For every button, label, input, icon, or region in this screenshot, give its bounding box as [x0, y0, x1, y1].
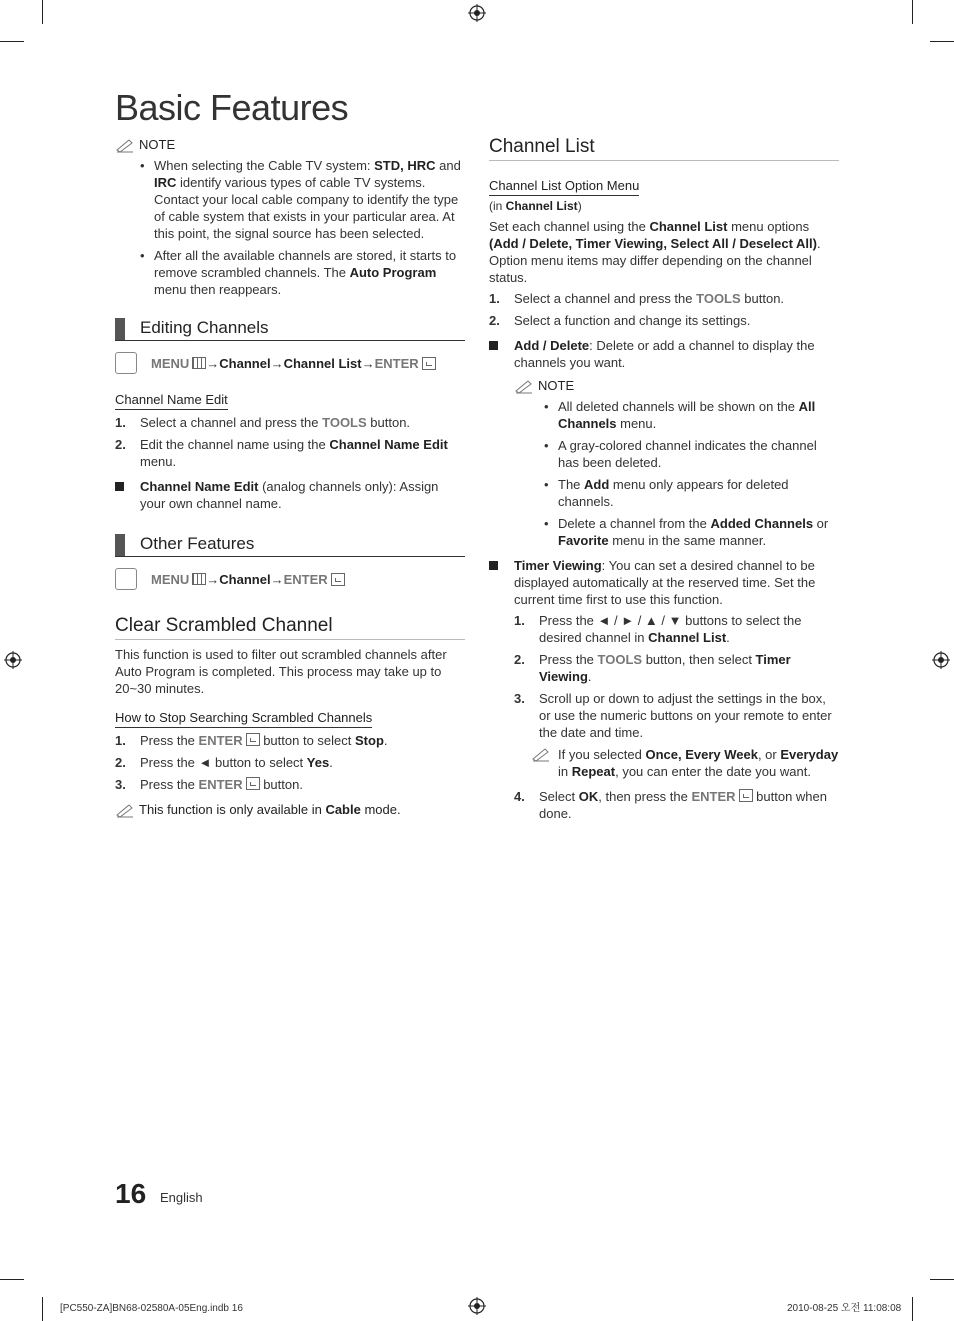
crop-mark	[0, 41, 24, 42]
menu-path: MENU → Channel → Channel List → ENTER	[115, 353, 465, 373]
page-title: Basic Features	[115, 87, 349, 128]
cable-note: This function is only available in Cable mode.	[115, 801, 465, 818]
menu-icon	[192, 357, 206, 369]
list-item: 3. Scroll up or down to adjust the settings in the box, or use the numeric buttons on your remote to enter the date and time.	[514, 691, 832, 740]
enter-icon	[739, 789, 753, 802]
pencil-note-icon	[531, 746, 551, 762]
list-item: 1. Select a channel and press the TOOLS button.	[489, 291, 785, 306]
square-item: Channel Name Edit (analog channels only): Assign your own channel name.	[115, 478, 465, 512]
section-bar	[115, 534, 125, 556]
menu-icon	[192, 573, 206, 585]
list-item: 3. Press the ENTER button.	[115, 777, 303, 792]
registration-mark-icon	[468, 1297, 486, 1315]
enter-icon	[422, 357, 436, 370]
page-number: 16	[115, 1178, 147, 1209]
steps-list	[489, 788, 839, 822]
steps-list	[115, 732, 465, 793]
crop-mark	[0, 1279, 24, 1280]
list-item: • When selecting the Cable TV system: STD, HRC and IRC identify various types of cable TV systems. Contact your local cable company to identify the type of cable system that exists in your particular area. At this point, the signal source has been selected.	[140, 157, 465, 242]
list-item: • The Add menu only appears for deleted channels.	[544, 476, 839, 510]
enter-icon	[246, 777, 260, 790]
remote-hand-icon	[115, 568, 137, 590]
square-item: Timer Viewing: You can set a desired channel to be displayed automatically at the reserved time. Set the current time first to use this function.	[489, 557, 839, 608]
subheading-option-menu: Channel List Option Menu	[489, 177, 639, 196]
section-heading-editing	[115, 316, 465, 341]
registration-mark-icon	[468, 4, 486, 22]
in-channel-list: (in Channel List)	[489, 199, 582, 213]
steps-list	[489, 612, 839, 741]
list-item: 1. Press the ENTER button to select Stop.	[115, 733, 388, 748]
enter-icon	[246, 733, 260, 746]
section-title: Editing Channels	[140, 318, 269, 337]
crop-mark	[42, 1297, 43, 1321]
section-title: Other Features	[140, 534, 255, 553]
list-item: 2. Select a function and change its settings.	[489, 313, 751, 328]
remote-hand-icon	[115, 352, 137, 374]
section-heading-other	[115, 532, 465, 557]
section-bar	[115, 318, 125, 340]
list-item: • Delete a channel from the Added Channels or Favorite menu in the same manner.	[544, 515, 839, 549]
enter-icon	[331, 573, 345, 586]
section-heading-channel-list: Channel List	[489, 136, 839, 161]
slug-file: [PC550-ZA]BN68-02580A-05Eng.indb 16	[60, 1303, 243, 1314]
crop-mark	[930, 41, 954, 42]
note-label: NOTE	[139, 137, 176, 152]
section-heading-clear: Clear Scrambled Channel	[115, 615, 465, 640]
list-item: • After all the available channels are stored, it starts to remove scrambled channels. The Auto Program menu then reappears.	[140, 247, 465, 298]
registration-mark-icon	[4, 651, 22, 669]
intro-text: Set each channel using the Channel List menu options (Add / Delete, Timer Viewing, Select All / Deselect All). Option menu items may differ depending on the channel status.	[489, 219, 821, 285]
slug-date: 2010-08-25 오전 11:08:08	[787, 1303, 902, 1314]
list-item: 4. Select OK, then press the ENTER button when done.	[514, 789, 827, 821]
steps-list	[489, 290, 839, 329]
registration-mark-icon	[932, 651, 950, 669]
timer-note: If you selected Once, Every Week, or Everyday in Repeat, you can enter the date you want.	[489, 746, 839, 780]
pencil-note-icon	[115, 137, 135, 153]
note-header: NOTE	[514, 377, 839, 394]
pencil-note-icon	[115, 802, 135, 818]
note-header	[115, 136, 465, 153]
language-label: English	[160, 1190, 203, 1205]
list-item: 2. Edit the channel name using the Channel Name Edit menu.	[115, 437, 448, 469]
steps-list	[115, 414, 465, 470]
crop-mark	[912, 1297, 913, 1321]
left-column	[115, 136, 465, 818]
note-list	[115, 157, 465, 298]
list-item: • A gray-colored channel indicates the channel has been deleted.	[544, 437, 839, 471]
list-item: • All deleted channels will be shown on the All Channels menu.	[544, 398, 839, 432]
right-column	[489, 136, 839, 827]
crop-mark	[930, 1279, 954, 1280]
subheading-stop-search: How to Stop Searching Scrambled Channels	[115, 709, 372, 728]
clear-body: This function is used to filter out scrambled channels after Auto Program is completed. This process may take up to 20~30 minutes.	[115, 647, 447, 696]
list-item: 2. Press the ◄ button to select Yes.	[115, 755, 333, 770]
list-item: 2. Press the TOOLS button, then select Timer Viewing.	[514, 652, 791, 684]
list-item: 1. Select a channel and press the TOOLS button.	[115, 415, 411, 430]
square-item: Add / Delete: Delete or add a channel to display the channels you want.	[489, 337, 839, 371]
pencil-note-icon	[514, 378, 534, 394]
note-list	[489, 398, 839, 549]
crop-mark	[912, 0, 913, 24]
list-item: 1. Press the ◄ / ► / ▲ / ▼ buttons to select the desired channel in Channel List.	[514, 613, 802, 645]
menu-path: MENU → Channel → ENTER	[115, 569, 465, 589]
crop-mark	[42, 0, 43, 24]
subheading-channel-name-edit: Channel Name Edit	[115, 391, 228, 410]
